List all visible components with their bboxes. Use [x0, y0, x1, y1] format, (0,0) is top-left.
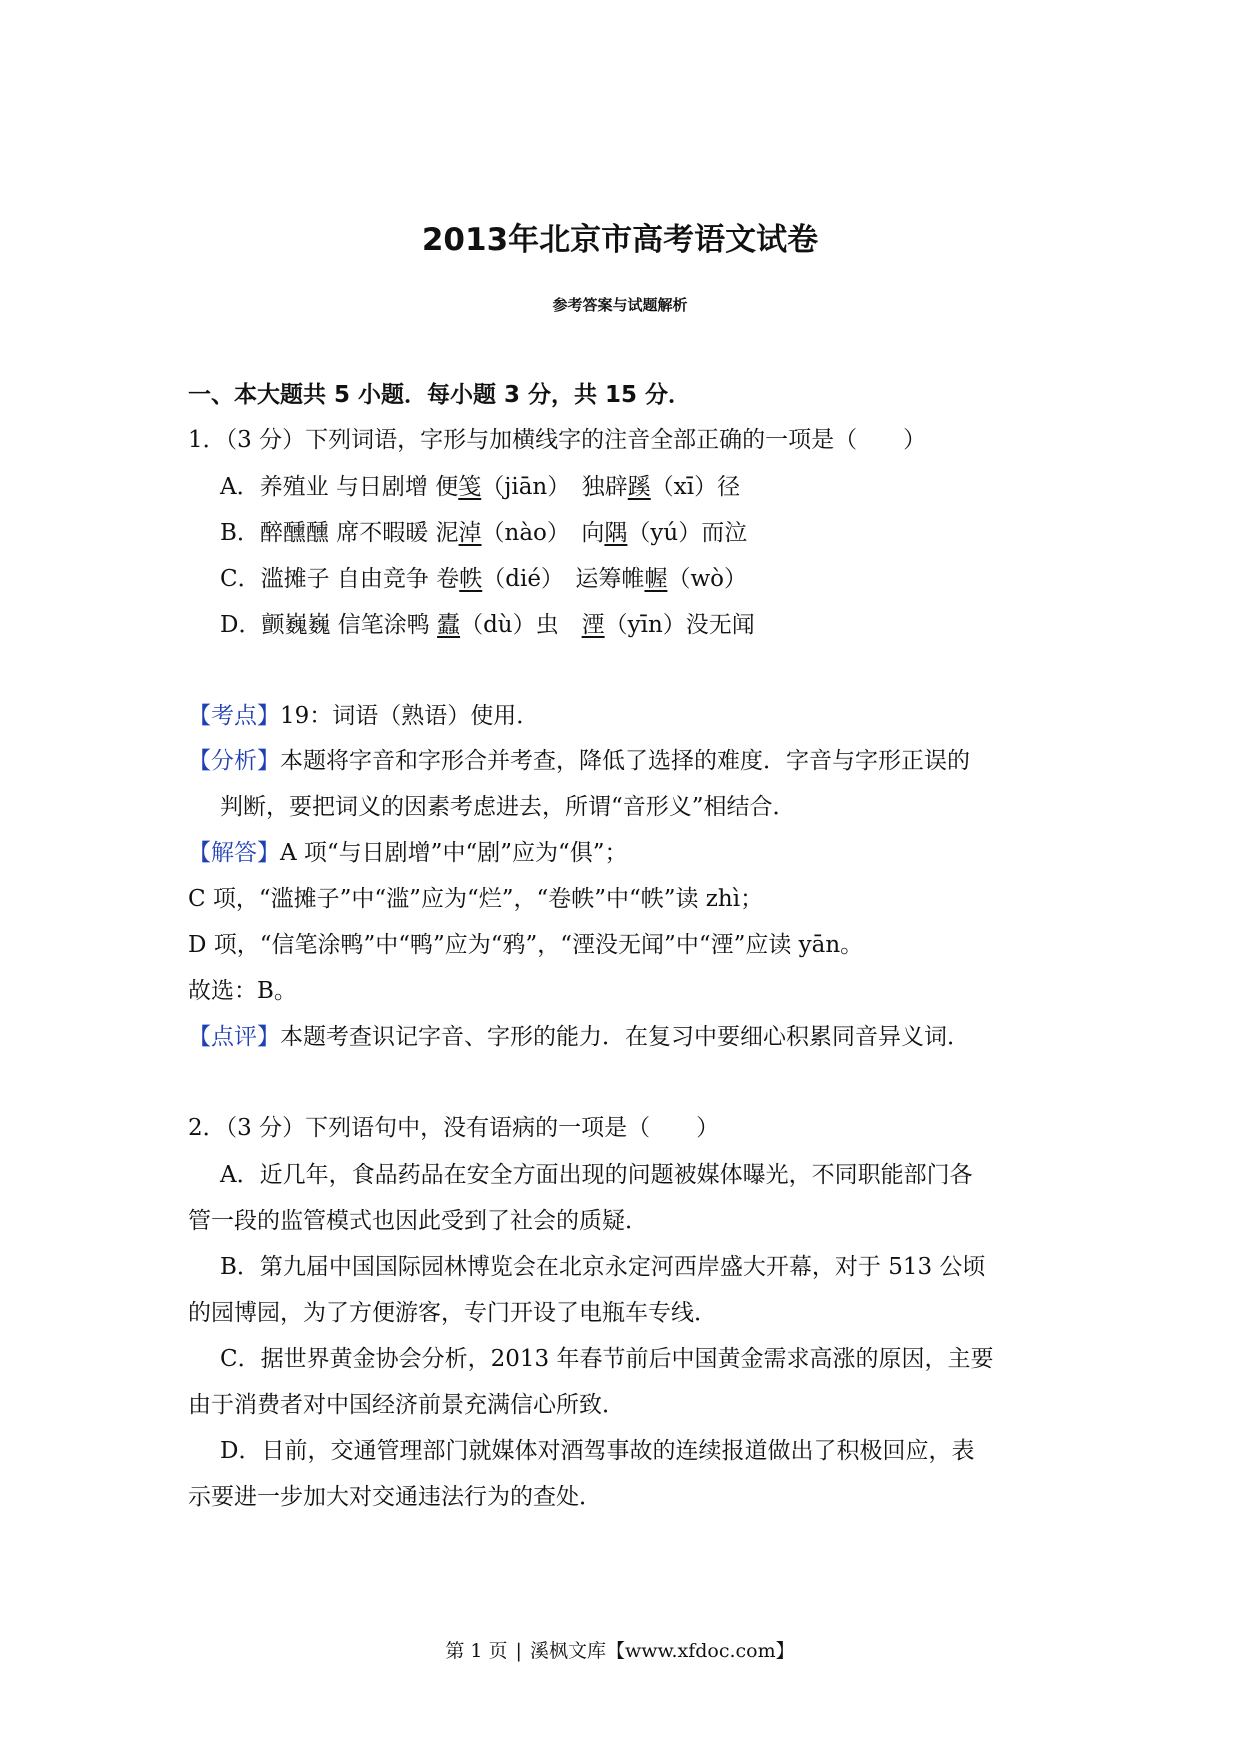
underlined-char: 帙: [459, 566, 483, 592]
fenxi-text: 本题将字音和字形合并考查，降低了选择的难度．字音与字形正误的: [280, 748, 970, 774]
option-text: （jiān） 独辟: [481, 474, 628, 500]
kaodian-line: [188, 701, 539, 731]
option-text: A．养殖业 与日剧增 便: [220, 474, 459, 500]
option-text: （dié） 运筹帷: [482, 566, 645, 592]
question-2-option-d: D．日前，交通管理部门就媒体对酒驾事故的连续报道做出了积极回应，表: [220, 1438, 975, 1464]
page-number: 第 1 页: [445, 1640, 508, 1662]
underlined-char: 蠹: [437, 612, 461, 638]
question-2-option-d-cont: 示要进一步加大对交通违法行为的查处．: [188, 1484, 602, 1510]
underlined-char: 蹊: [627, 474, 651, 500]
option-text: C．滥摊子 自由竞争 卷: [220, 566, 460, 592]
underlined-char: 幄: [644, 566, 668, 592]
underlined-char: 湮: [581, 612, 605, 638]
fenxi-line: [188, 746, 970, 776]
option-text: B．醉醺醺 席不暇暖 泥: [220, 520, 459, 546]
question-2-option-b-cont: 的园博园，为了方便游客，专门开设了电瓶车专线．: [188, 1300, 717, 1326]
question-1-option-c: [220, 564, 747, 594]
option-text: （yú）而泣: [627, 520, 748, 546]
question-1-option-a: [220, 472, 740, 502]
jieda-text: A 项“与日剧增”中“剧”应为“俱”；: [280, 840, 628, 866]
option-text: （xī）径: [650, 474, 741, 500]
question-2-option-a-cont: 管一段的监管模式也因此受到了社会的质疑．: [188, 1208, 648, 1234]
question-1-option-d: [220, 610, 755, 640]
dianping-line: [188, 1022, 970, 1052]
footer-site-link[interactable]: 溪枫文库【www.xfdoc.com】: [529, 1640, 795, 1662]
underlined-char: 笺: [458, 474, 482, 500]
page-title: 2013年北京市高考语文试卷: [421, 222, 819, 258]
question-1-stem: 1．（3 分）下列词语，字形与加横线字的注音全部正确的一项是（ ）: [188, 427, 927, 453]
dianping-text: 本题考查识记字音、字形的能力．在复习中要细心积累同音异义词．: [280, 1024, 970, 1050]
option-text: （nào） 向: [481, 520, 605, 546]
question-2-option-b: B．第九届中国国际园林博览会在北京永定河西岸盛大开幕，对于 513 公顷: [220, 1254, 986, 1280]
question-2-option-c-cont: 由于消费者对中国经济前景充满信心所致．: [188, 1392, 625, 1418]
jieda-tag: 【解答】: [188, 840, 280, 866]
jieda-line-2: C 项，“滥摊子”中“滥”应为“烂”，“卷帙”中“帙”读 zhì；: [188, 886, 764, 912]
fenxi-tag: 【分析】: [188, 748, 280, 774]
page-subtitle: 参考答案与试题解析: [552, 296, 688, 314]
question-2-option-a: A．近几年，食品药品在安全方面出现的问题被媒体曝光，不同职能部门各: [220, 1162, 973, 1188]
option-text: D．颤巍巍 信笔涂鸭: [220, 612, 438, 638]
question-2-stem: 2．（3 分）下列语句中，没有语病的一项是（ ）: [188, 1115, 720, 1141]
kaodian-text: 19：词语（熟语）使用．: [280, 703, 540, 729]
footer-separator: |: [515, 1640, 522, 1662]
option-text: （yīn）没无闻: [604, 612, 755, 638]
kaodian-tag: 【考点】: [188, 703, 280, 729]
dianping-tag: 【点评】: [188, 1024, 280, 1050]
fenxi-line-2: 判断，要把词义的因素考虑进去，所谓“音形义”相结合．: [220, 794, 796, 820]
jieda-line-3: D 项，“信笔涂鸭”中“鸭”应为“鸦”，“湮没无闻”中“湮”应读 yān。: [188, 932, 864, 958]
option-text: （dù）虫: [460, 612, 582, 638]
page-footer: [0, 1636, 1240, 1663]
jieda-line: [188, 838, 627, 868]
option-text: （wò）: [667, 566, 747, 592]
jieda-line-4: 故选：B。: [188, 978, 297, 1004]
underlined-char: 隅: [604, 520, 628, 546]
question-2-option-c: C．据世界黄金协会分析，2013 年春节前后中国黄金需求高涨的原因，主要: [220, 1346, 994, 1372]
section-heading: 一、本大题共 5 小题．每小题 3 分，共 15 分．: [188, 382, 692, 408]
underlined-char: 淖: [458, 520, 482, 546]
question-1-option-b: [220, 518, 747, 548]
